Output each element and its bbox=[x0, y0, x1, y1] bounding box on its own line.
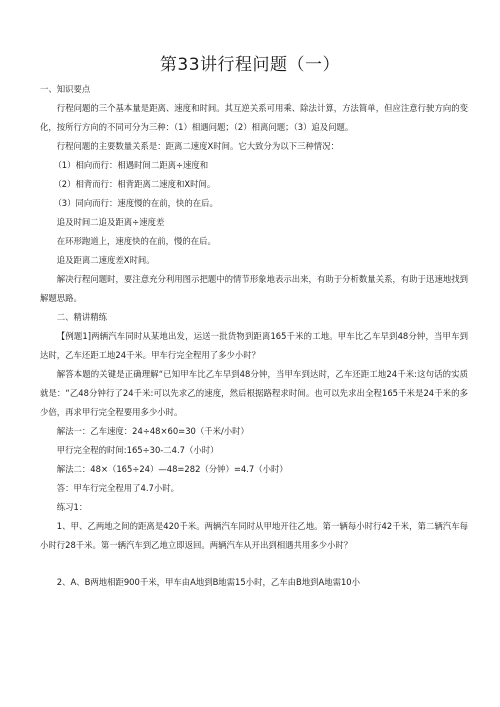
example-1: 【例题1]两辆汽车同时从某地出发，运送一批货物到距离165千米的工地。甲车比乙车早到48分钟，当甲车到达时，乙车还距工地24千米。甲车行完全程用了多少小时？ bbox=[40, 331, 468, 360]
document-body bbox=[40, 80, 468, 592]
solution-1-step-2: 甲行完全程的时间:165÷30-二4.7（小时） bbox=[56, 445, 219, 455]
solution-2: 解法二：48×（165÷24）—48=282（分钟）=4.7（小时） bbox=[56, 464, 288, 474]
paragraph-tips: 解决行程问题时，要注意充分利用图示把题中的情节形象地表示出来，有助于分析数量关系，有助于迅速地找到解题思路。 bbox=[40, 274, 468, 303]
paragraph-relations: 行程问题的主要数量关系是：距离二速度X时间。它大致分为以下三种情况： bbox=[56, 141, 339, 151]
section-heading-knowledge: 一、知识要点 bbox=[40, 84, 91, 94]
list-item-3: （3）同向而行：速度慢的在前，快的在后。 bbox=[53, 198, 218, 208]
practice-heading: 练习1： bbox=[56, 502, 88, 512]
example-1-analysis: 解答本题的关键是正确理解“已知甲车比乙车早到48分钟，当甲车到达时，乙车还距工地24千米:这句话的实质就是：“乙48分钟行了24千米:可以先求乙的速度，然后根据路程求时间。也可以先求出全程165千米是24千米的多少倍，再求甲行完全程要用多少小时。 bbox=[40, 369, 468, 417]
paragraph-intro: 行程问题的三个基本量是距离、速度和时间。其互逆关系可用乘、除法计算，方法简单，但应注意行驶方向的变化，按所行方向的不同可分为三种：（1）相遇问题；（2）相离问题；（3）追及问题。 bbox=[40, 103, 468, 132]
page-title: 第33讲行程问题（一） bbox=[159, 55, 341, 75]
question-1: 1、甲、乙两地之间的距离是420千米。两辆汽车同时从甲地开往乙地。第一辆每小时行42千米，第二辆汽车每小时行28千米。第一辆汽车到乙地立即返回。两辆汽车从开出到相遇共用多少小时？ bbox=[40, 521, 468, 550]
solution-1-step-1: 解法一：乙车速度：24÷48×60=30（千米/小时） bbox=[56, 426, 249, 436]
section-heading-practice: 二、精讲精练 bbox=[56, 312, 108, 322]
formula-chase-time: 追及时间二追及距离÷速度差 bbox=[56, 217, 165, 227]
paragraph-circular-track: 在环形跑道上，速度快的在前，慢的在后。 bbox=[56, 236, 216, 246]
list-item-2: （2）相背而行：相背距离二速度和X时间。 bbox=[53, 179, 216, 189]
answer: 答：甲车行完全程用了4.7小时。 bbox=[56, 483, 179, 493]
question-2: 2、A、B两地相距900千米，甲车由A地到B地需15小时，乙车由B地到A地需10小 bbox=[56, 577, 360, 587]
formula-chase-distance: 追及距离二速度差X时间。 bbox=[56, 255, 155, 265]
list-item-1: （1）相向而行：相遇时间二距离÷速度和 bbox=[53, 160, 209, 170]
